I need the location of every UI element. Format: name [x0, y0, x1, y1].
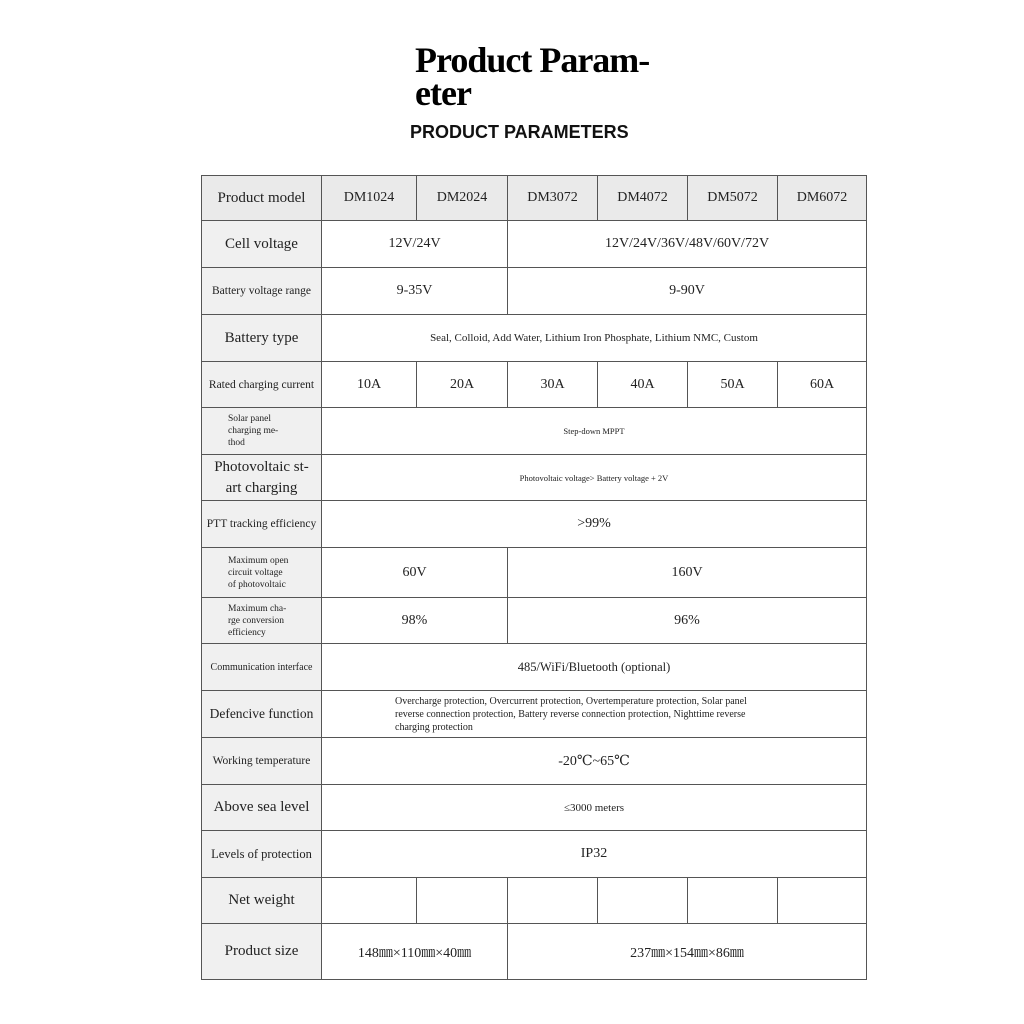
above-sea-level-value: ≤3000 meters	[322, 785, 867, 831]
tracking-efficiency-label: PTT tracking efficiency	[202, 501, 322, 548]
max-open-circuit-group2: 160V	[508, 548, 867, 598]
communication-label: Communication interface	[202, 644, 322, 691]
model-cell: DM3072	[508, 176, 598, 221]
net-weight-cell	[508, 878, 598, 924]
pv-start-charging-label	[202, 455, 322, 501]
max-conversion-label	[202, 598, 322, 644]
parameter-table	[201, 175, 867, 980]
net-weight-cell	[322, 878, 417, 924]
battery-voltage-range-group2: 9-90V	[508, 268, 867, 315]
defensive-function-value	[322, 691, 867, 738]
label-line: Maximum cha-	[228, 603, 287, 614]
row-working-temperature	[202, 738, 867, 785]
max-open-circuit-group1: 60V	[322, 548, 508, 598]
page-title	[415, 40, 715, 113]
max-conversion-group2: 96%	[508, 598, 867, 644]
row-product-model	[202, 176, 867, 221]
row-cell-voltage	[202, 221, 867, 268]
value-line: reverse connection protection, Battery reverse connection protection, Nighttime reverse	[395, 708, 746, 720]
label-line: Maximum open	[228, 555, 289, 566]
row-net-weight	[202, 878, 867, 924]
product-size-group2: 237㎜×154㎜×86㎜	[508, 924, 867, 980]
rated-charging-current-label: Rated charging current	[202, 362, 322, 408]
row-communication	[202, 644, 867, 691]
levels-of-protection-label: Levels of protection	[202, 831, 322, 878]
communication-value: 485/WiFi/Bluetooth (optional)	[322, 644, 867, 691]
value-line: Overcharge protection, Overcurrent protection, Overtemperature protection, Solar panel	[395, 695, 747, 707]
row-max-conversion	[202, 598, 867, 644]
battery-voltage-range-group1: 9-35V	[322, 268, 508, 315]
value-line: charging protection	[395, 721, 473, 733]
cell-voltage-group1: 12V/24V	[322, 221, 508, 268]
label-line: Solar panel	[228, 414, 272, 424]
row-pv-start-charging	[202, 455, 867, 501]
row-defensive-function	[202, 691, 867, 738]
net-weight-cell	[778, 878, 867, 924]
current-cell: 30A	[508, 362, 598, 408]
working-temperature-value: -20℃~65℃	[322, 738, 867, 785]
net-weight-cell	[688, 878, 778, 924]
current-cell: 60A	[778, 362, 867, 408]
battery-type-value: Seal, Colloid, Add Water, Lithium Iron Phosphate, Lithium NMC, Custom	[322, 315, 867, 362]
product-model-label: Product model	[202, 176, 322, 221]
label-line: of photovoltaic	[228, 579, 286, 590]
levels-of-protection-value: IP32	[322, 831, 867, 878]
max-open-circuit-label	[202, 548, 322, 598]
cell-voltage-label: Cell voltage	[202, 221, 322, 268]
pv-start-charging-value: Photovoltaic voltage> Battery voltage + 2V	[322, 455, 867, 501]
model-cell: DM2024	[417, 176, 508, 221]
row-charging-method	[202, 408, 867, 455]
working-temperature-label: Working temperature	[202, 738, 322, 785]
product-size-label: Product size	[202, 924, 322, 980]
current-cell: 20A	[417, 362, 508, 408]
model-cell: DM6072	[778, 176, 867, 221]
max-conversion-group1: 98%	[322, 598, 508, 644]
model-cell: DM5072	[688, 176, 778, 221]
tracking-efficiency-value: >99%	[322, 501, 867, 548]
charging-method-label	[202, 408, 322, 455]
net-weight-cell	[598, 878, 688, 924]
model-cell: DM1024	[322, 176, 417, 221]
current-cell: 40A	[598, 362, 688, 408]
row-tracking-efficiency	[202, 501, 867, 548]
title-line-2: eter	[415, 73, 471, 113]
label-line: art charging	[225, 479, 298, 496]
defensive-function-label: Defencive function	[202, 691, 322, 738]
label-line: thod	[228, 438, 245, 448]
label-line: rge conversion	[228, 615, 285, 626]
current-cell: 50A	[688, 362, 778, 408]
row-rated-charging-current	[202, 362, 867, 408]
page-subtitle: PRODUCT PARAMETERS	[410, 122, 629, 142]
row-levels-of-protection	[202, 831, 867, 878]
row-battery-type	[202, 315, 867, 362]
label-line: efficiency	[228, 627, 266, 638]
row-above-sea-level	[202, 785, 867, 831]
label-line: Photovoltaic st-	[214, 458, 309, 475]
battery-voltage-range-label: Battery voltage range	[202, 268, 322, 315]
label-line: charging me-	[228, 426, 279, 436]
battery-type-label: Battery type	[202, 315, 322, 362]
charging-method-value: Step-down MPPT	[322, 408, 867, 455]
label-line: circuit voltage	[228, 567, 283, 578]
title-line-1: Product Param-	[415, 40, 650, 80]
current-cell: 10A	[322, 362, 417, 408]
row-battery-voltage-range	[202, 268, 867, 315]
product-size-group1: 148㎜×110㎜×40㎜	[322, 924, 508, 980]
above-sea-level-label: Above sea level	[202, 785, 322, 831]
net-weight-cell	[417, 878, 508, 924]
row-max-open-circuit	[202, 548, 867, 598]
row-product-size	[202, 924, 867, 980]
net-weight-label: Net weight	[202, 878, 322, 924]
model-cell: DM4072	[598, 176, 688, 221]
cell-voltage-group2: 12V/24V/36V/48V/60V/72V	[508, 221, 867, 268]
